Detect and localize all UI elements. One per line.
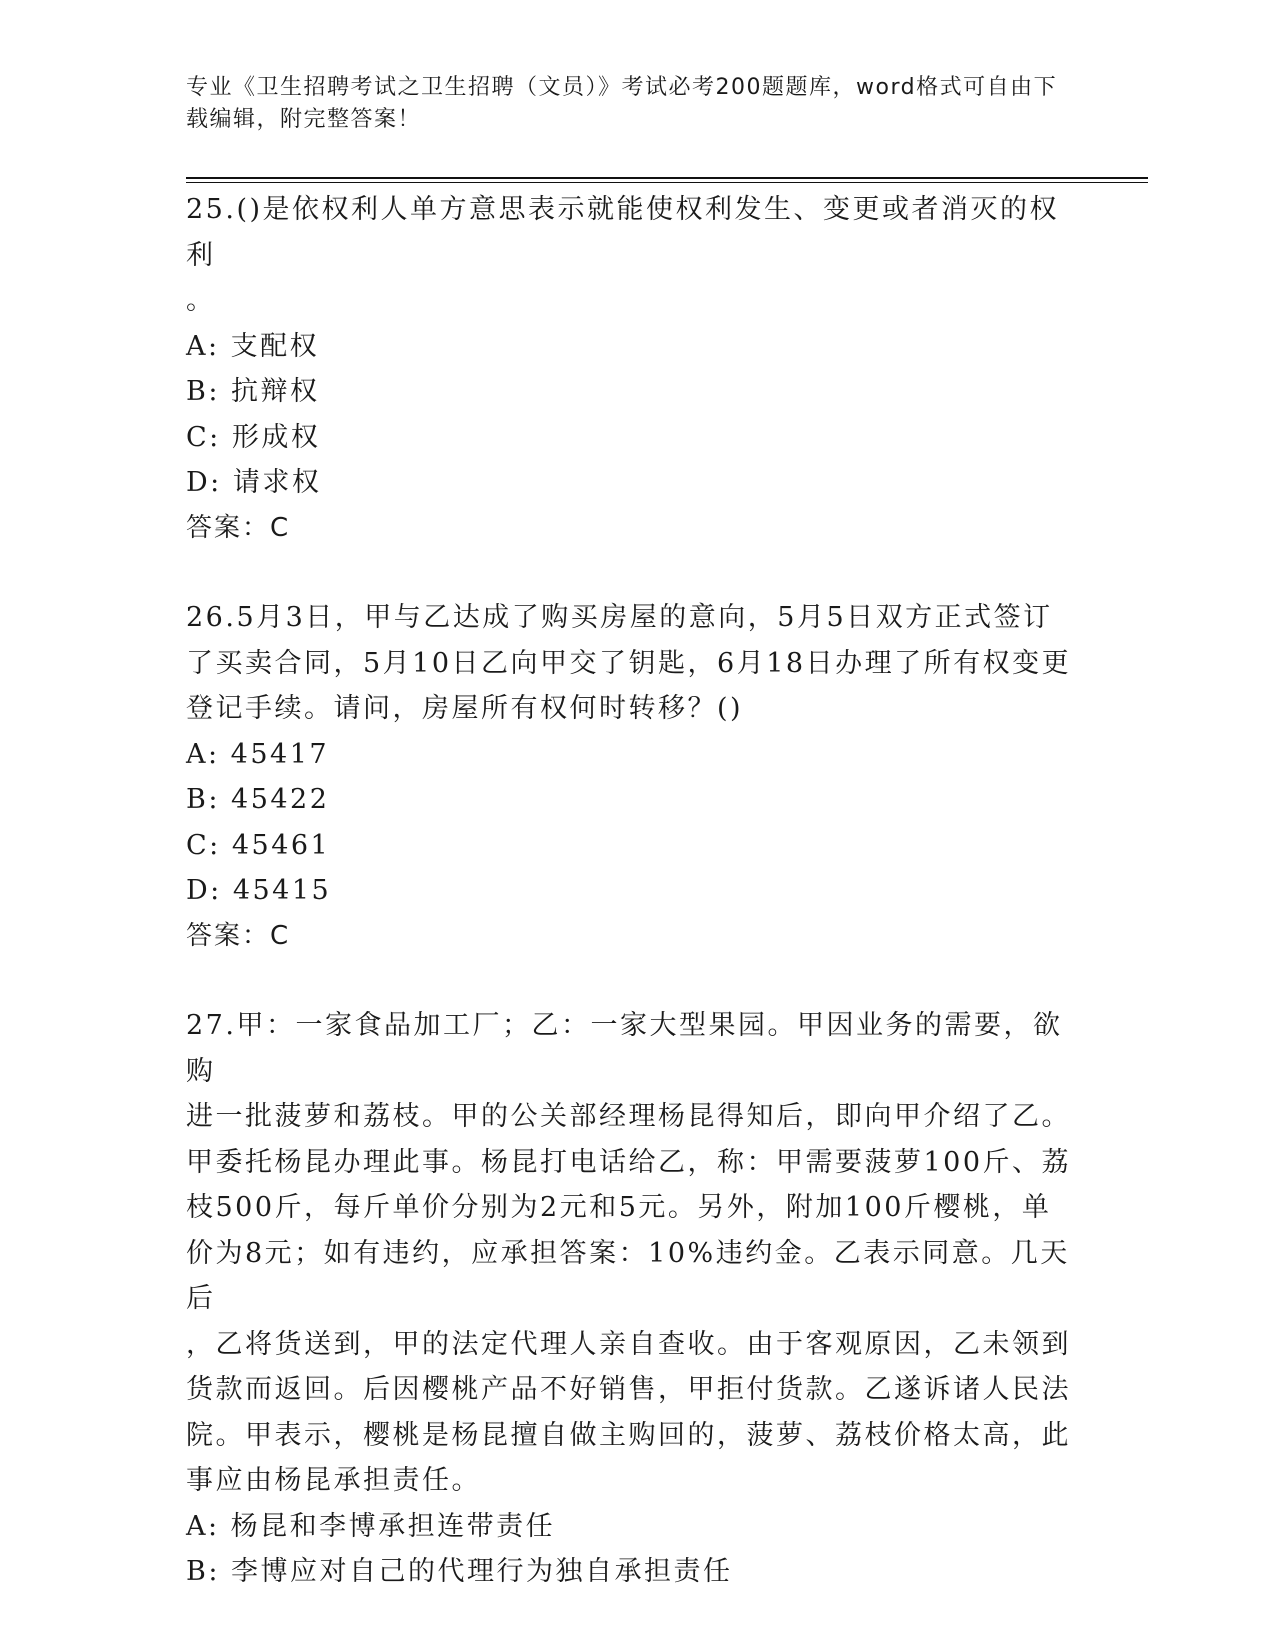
question-text-line: 登记手续。请问，房屋所有权何时转移？() bbox=[186, 693, 744, 724]
question-text-line: 27.甲：一家食品加工厂；乙：一家大型果园。甲因业务的需要，欲购 bbox=[186, 1010, 1063, 1087]
option-b: B: 抗辩权 bbox=[186, 376, 320, 407]
option-b: B: 李博应对自己的代理行为独自承担责任 bbox=[186, 1556, 733, 1587]
question-text-line: 26.5月3日，甲与乙达成了购买房屋的意向，5月5日双方正式签订 bbox=[186, 602, 1053, 633]
question-text-line: 。 bbox=[186, 285, 216, 316]
question-text-line: 了买卖合同，5月10日乙向甲交了钥匙，6月18日办理了所有权变更 bbox=[186, 647, 1072, 679]
question-text-line: 甲委托杨昆办理此事。杨昆打电话给乙，称：甲需要菠萝100斤、荔 bbox=[186, 1146, 1072, 1178]
question-27 bbox=[186, 1003, 1076, 1595]
question-text-line: ，乙将货送到，甲的法定代理人亲自查收。由于客观原因，乙未领到 bbox=[186, 1328, 1071, 1360]
header-rule-thin bbox=[186, 182, 1148, 183]
document-header: 专业《卫生招聘考试之卫生招聘（文员）》考试必考200题题库，word格式可自由下载编辑，附完整答案！ bbox=[186, 75, 1058, 132]
question-text-line: 25.()是依权利人单方意思表示就能使权利发生、变更或者消灭的权利 bbox=[186, 194, 1060, 271]
answer-label: 答案：C bbox=[186, 920, 291, 951]
question-list bbox=[186, 187, 1076, 1595]
option-c: C: 45461 bbox=[186, 829, 331, 861]
question-text-line: 枝500斤，每斤单价分别为2元和5元。另外，附加100斤樱桃，单 bbox=[186, 1192, 1052, 1223]
question-25 bbox=[186, 187, 1076, 551]
question-text-line: 事应由杨昆承担责任。 bbox=[186, 1465, 481, 1496]
answer-label: 答案：C bbox=[186, 512, 291, 543]
question-text-line: 价为8元；如有违约，应承担答案：10%违约金。乙表示同意。几天后 bbox=[186, 1237, 1070, 1314]
question-text-line: 院。甲表示，樱桃是杨昆擅自做主购回的，菠萝、荔枝价格太高，此 bbox=[186, 1419, 1071, 1451]
option-c: C: 形成权 bbox=[186, 421, 321, 453]
option-d: D: 请求权 bbox=[186, 467, 322, 498]
option-a: A: 45417 bbox=[186, 738, 330, 770]
option-a: A: 支配权 bbox=[186, 330, 320, 362]
option-d: D: 45415 bbox=[186, 875, 332, 906]
option-b: B: 45422 bbox=[186, 784, 330, 815]
header-rule-thick bbox=[186, 177, 1148, 179]
option-a: A: 杨昆和李博承担连带责任 bbox=[186, 1510, 556, 1542]
question-text-line: 货款而返回。后因樱桃产品不好销售，甲拒付货款。乙遂诉诸人民法 bbox=[186, 1374, 1071, 1405]
question-26 bbox=[186, 595, 1076, 959]
question-text-line: 进一批菠萝和荔枝。甲的公关部经理杨昆得知后，即向甲介绍了乙。 bbox=[186, 1101, 1071, 1132]
